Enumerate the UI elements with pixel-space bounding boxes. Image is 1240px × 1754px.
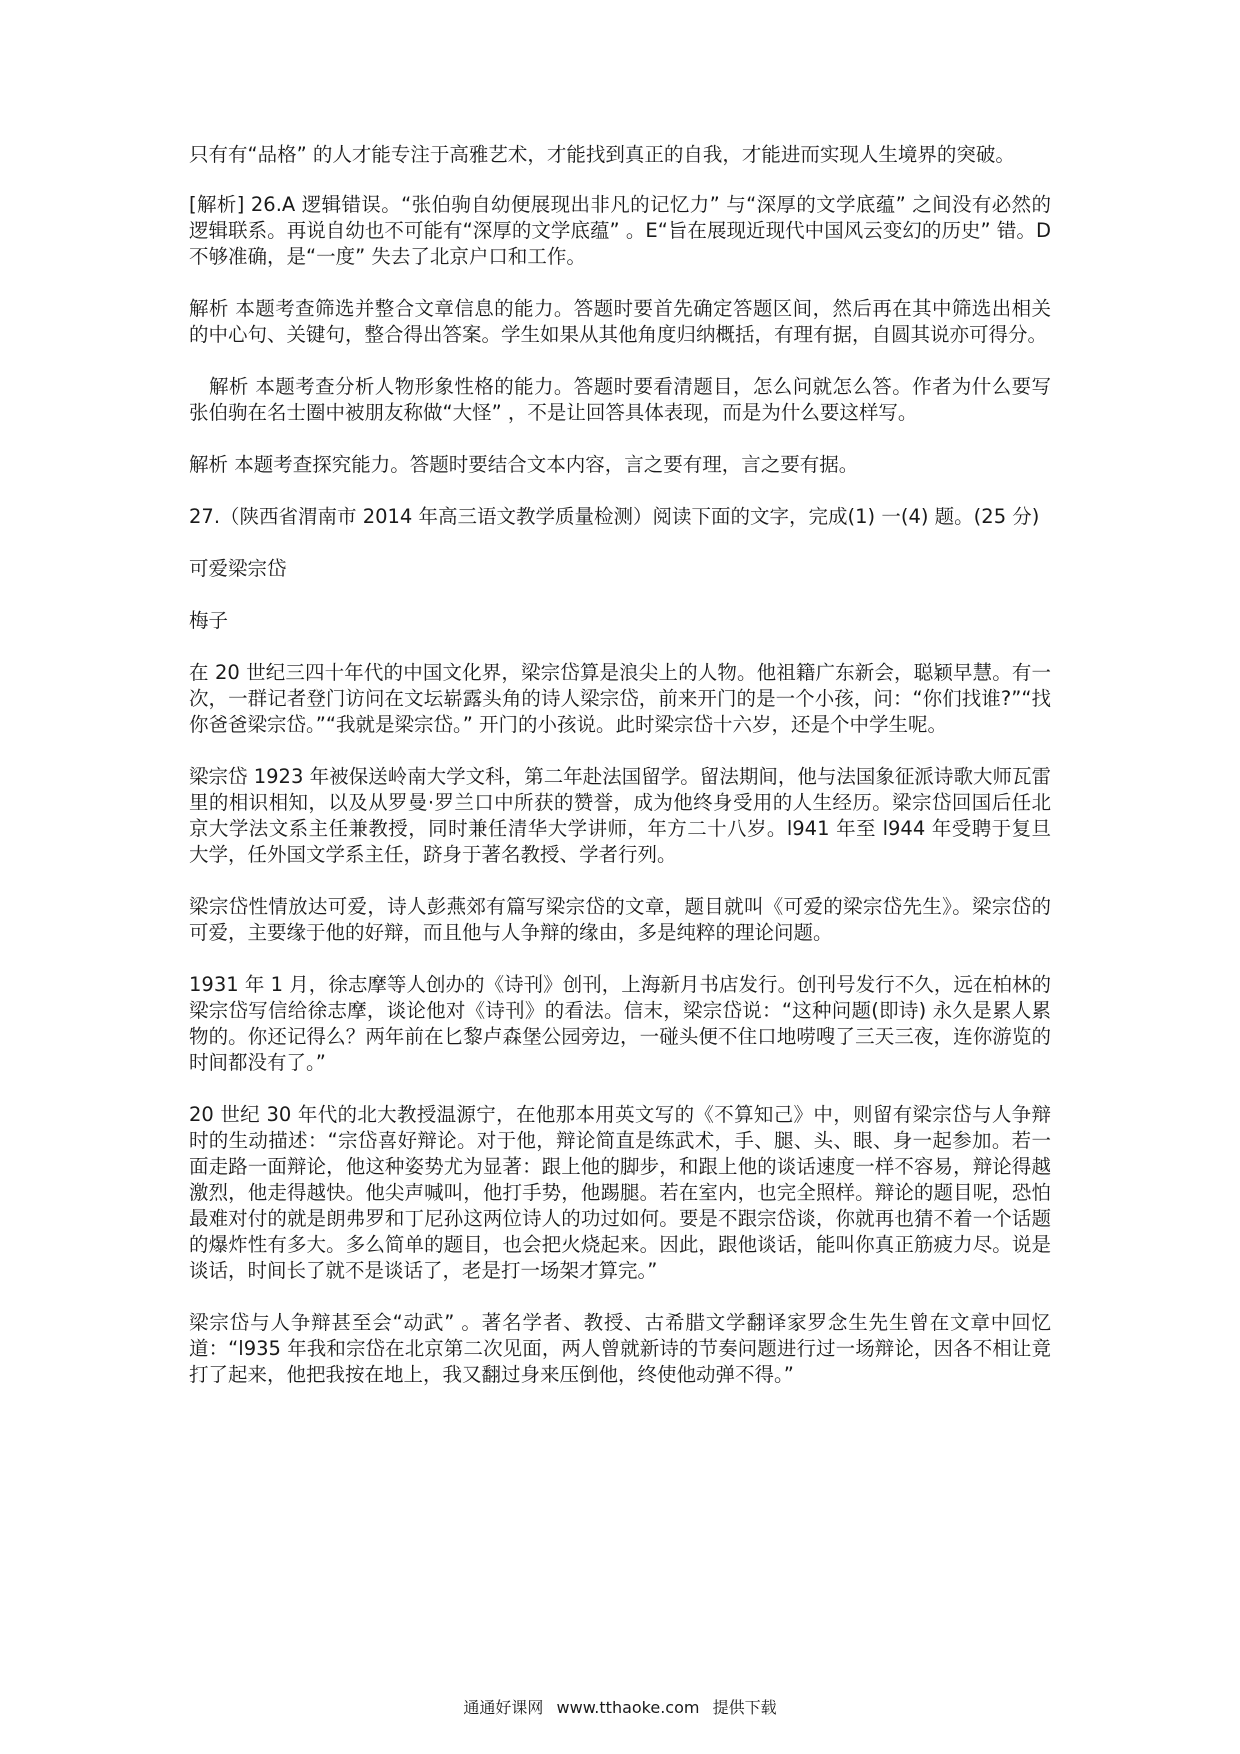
paragraph-analysis-info: 解析 本题考查筛选并整合文章信息的能力。答题时要首先确定答题区间，然后再在其中筛选出相关的中心句、关键句，整合得出答案。学生如果从其他角度归纳概括，有理有据，自圆其说亦可得分。: [189, 297, 1051, 346]
footer-site-name: 通通好课网: [463, 1698, 544, 1717]
article-title: 可爱梁宗岱: [189, 557, 287, 580]
question-27-header: 27.（陕西省渭南市 2014 年高三语文教学质量检测）阅读下面的文字，完成(1) 一(4) 题。(25 分): [189, 505, 1040, 528]
paragraph-analysis-explore: 解析 本题考查探究能力。答题时要结合文本内容，言之要有理，言之要有据。: [189, 453, 859, 476]
article-paragraph-1: 在 20 世纪三四十年代的中国文化界，梁宗岱算是浪尖上的人物。他祖籍广东新会，聪颖早慧。有一次，一群记者登门访问在文坛崭露头角的诗人梁宗岱，前来开门的是一个小孩，问：“你们找谁?”“找你爸爸梁宗岱。”“我就是梁宗岱。” 开门的小孩说。此时梁宗岱十六岁，还是个中学生呢。: [189, 661, 1051, 736]
article-paragraph-3: 梁宗岱性情放达可爱，诗人彭燕郊有篇写梁宗岱的文章，题目就叫《可爱的梁宗岱先生》。梁宗岱的可爱，主要缘于他的好辩，而且他与人争辩的缘由，多是纯粹的理论问题。: [189, 895, 1051, 944]
paragraph-analysis-character: 解析 本题考查分析人物形象性格的能力。答题时要看清题目，怎么问就怎么答。作者为什么要写张伯驹在名士圈中被朋友称做“大怪” ，不是让回答具体表现，而是为什么要这样写。: [189, 375, 1051, 424]
article-author: 梅子: [189, 609, 229, 632]
article-paragraph-6: 梁宗岱与人争辩甚至会“动武” 。著名学者、教授、古希腊文学翻译家罗念生先生曾在文章中回忆道：“l935 年我和宗岱在北京第二次见面，两人曾就新诗的节奏问题进行过一场辩论，因各不相让竟打了起来，他把我按在地上，我又翻过身来压倒他，终使他动弹不得。”: [189, 1311, 1051, 1386]
paragraph-conclusion: 只有有“品格” 的人才能专注于高雅艺术，才能找到真正的自我，才能进而实现人生境界的突破。: [189, 143, 1015, 166]
article-paragraph-2: 梁宗岱 1923 年被保送岭南大学文科，第二年赴法国留学。留法期间，他与法国象征派诗歌大师瓦雷里的相识相知，以及从罗曼·罗兰口中所获的赞誉，成为他终身受用的人生经历。梁宗岱回国后任北京大学法文系主任兼教授，同时兼任清华大学讲师，年方二十八岁。l941 年至 l944 年受聘于复旦大学，任外国文学系主任，跻身于著名教授、学者行列。: [189, 765, 1051, 866]
paragraph-analysis-26: [解析] 26.A 逻辑错误。“张伯驹自幼便展现出非凡的记忆力” 与“深厚的文学底蕴” 之间没有必然的逻辑联系。再说自幼也不可能有“深厚的文学底蕴” 。E“旨在展现近现代中国风云变幻的历史” 错。D 不够准确，是“一度” 失去了北京户口和工作。: [189, 193, 1051, 268]
article-paragraph-5: 20 世纪 30 年代的北大教授温源宁，在他那本用英文写的《不算知己》中，则留有梁宗岱与人争辩时的生动描述：“宗岱喜好辩论。对于他，辩论简直是练武术，手、腿、头、眼、身一起参加。若一面走路一面辩论，他这种姿势尤为显著：跟上他的脚步，和跟上他的谈话速度一样不容易，辩论得越激烈，他走得越快。他尖声喊叫，他打手势，他踢腿。若在室内，也完全照样。辩论的题目呢，恐怕最难对付的就是朗弗罗和丁尼孙这两位诗人的功过如何。要是不跟宗岱谈，你就再也猜不着一个话题的爆炸性有多大。多么简单的题目，也会把火烧起来。因此，跟他谈话，能叫你真正筋疲力尽。说是谈话，时间长了就不是谈话了，老是打一场架才算完。”: [189, 1103, 1051, 1282]
footer-url[interactable]: www.tthaoke.com: [556, 1698, 700, 1717]
footer-note: 提供下载: [712, 1698, 777, 1717]
article-paragraph-4: 1931 年 1 月，徐志摩等人创办的《诗刊》创刊，上海新月书店发行。创刊号发行不久，远在柏林的梁宗岱写信给徐志摩，谈论他对《诗刊》的看法。信末，梁宗岱说：“这种问题(即诗) 永久是累人累物的。你还记得么？两年前在匕黎卢森堡公园旁边，一碰头便不住口地唠嗖了三天三夜，连你游览的时间都没有了。”: [189, 973, 1051, 1074]
document-body: [189, 142, 1051, 1414]
page-footer: [0, 1698, 1240, 1718]
